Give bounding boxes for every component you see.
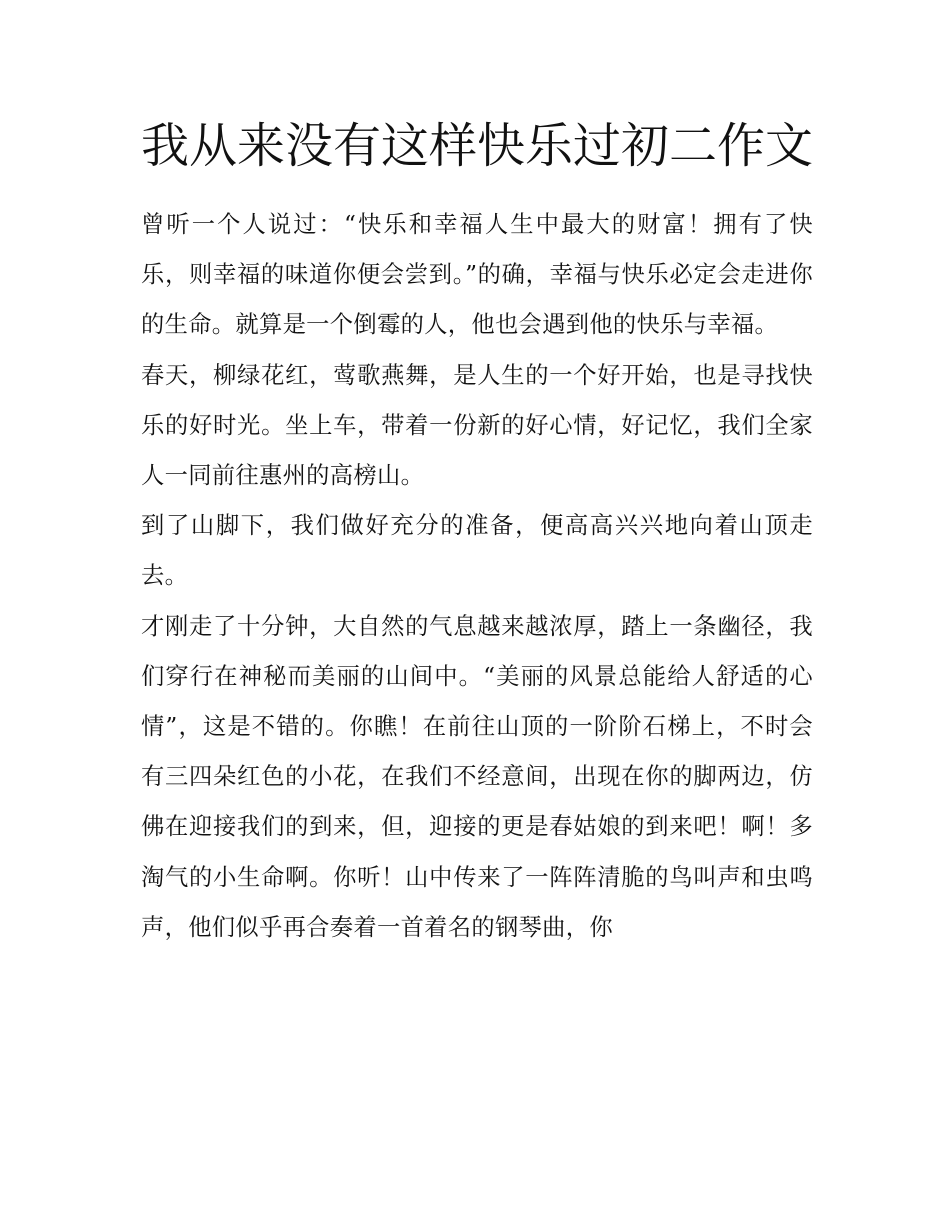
paragraph: 到了山脚下，我们做好充分的准备，便高高兴兴地向着山顶走去。: [141, 512, 813, 590]
paragraph: 才刚走了十分钟，大自然的气息越来越浓厚，踏上一条幽径，我们穿行在神秘而美丽的山间中。“美丽的风景总能给人舒适的心情”，这是不错的。你瞧！在前往山顶的一阶阶石梯上，不时会有三四朵红色的小花，在我们不经意间，出现在你的脚两边，仿佛在迎接我们的到来，但，迎接的更是春姑娘的到来吧！啊！多淘气的小生命啊。你听！山中传来了一阵阵清脆的鸟叫声和虫鸣声，他们似乎再合奏着一首着名的钢琴曲，你: [141, 612, 813, 941]
document-page: [141, 108, 813, 953]
paragraph: 春天，柳绿花红，莺歌燕舞，是人生的一个好开始，也是寻找快乐的好时光。坐上车，带着一份新的好心情，好记忆，我们全家人一同前往惠州的高榜山。: [141, 361, 813, 490]
paragraph: 曾听一个人说过：“快乐和幸福人生中最大的财富！拥有了快乐，则幸福的味道你便会尝到。”的确，幸福与快乐必定会走进你的生命。就算是一个倒霉的人，他也会遇到他的快乐与幸福。: [141, 211, 813, 339]
document-body: [141, 200, 813, 953]
document-title: 我从来没有这样快乐过初二作文: [141, 118, 814, 174]
